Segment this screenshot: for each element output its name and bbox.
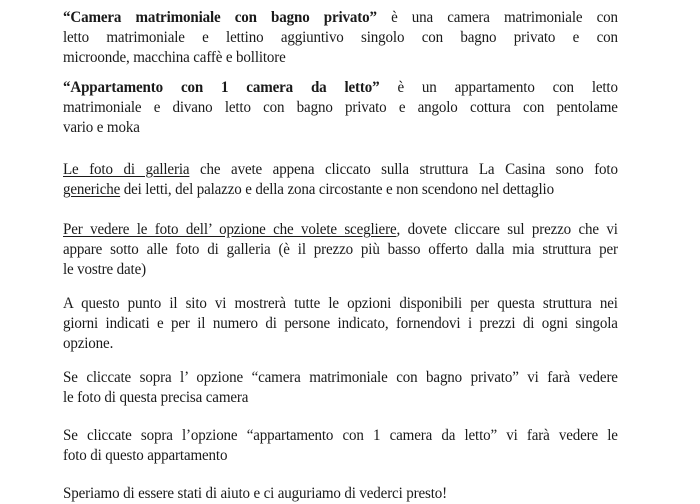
text-segment: letto matrimoniale e lettino aggiuntivo singolo con bagno privato e con bbox=[63, 29, 618, 46]
text-segment: dei letti, del palazzo e della zona circostante e non scendono nel dettaglio bbox=[120, 181, 554, 198]
text-segment: giorni indicati e per il numero di persone indicato, fornendovi i prezzi di ogni singola bbox=[63, 315, 618, 332]
underlined-phrase: Per vedere le foto dell’ opzione che volete scegliere bbox=[63, 221, 397, 238]
paragraph-opzioni-disponibili bbox=[63, 294, 618, 354]
text-line bbox=[63, 118, 618, 138]
paragraph-opzione-appartamento bbox=[63, 426, 618, 466]
text-line bbox=[63, 260, 618, 280]
text-line bbox=[63, 220, 618, 240]
text-segment: foto di questo appartamento bbox=[63, 447, 228, 464]
text-line bbox=[63, 368, 618, 388]
text-line bbox=[63, 294, 618, 314]
text-line bbox=[63, 446, 618, 466]
text-line bbox=[63, 240, 618, 260]
text-line bbox=[63, 426, 618, 446]
text-line bbox=[63, 334, 618, 354]
text-line bbox=[63, 314, 618, 334]
text-line bbox=[63, 388, 618, 408]
text-segment: Se cliccate sopra l’ opzione “camera matrimoniale con bagno privato” vi farà vedere bbox=[63, 369, 618, 386]
paragraph-closing bbox=[63, 484, 618, 504]
text-segment: Se cliccate sopra l’opzione “appartamento con 1 camera da letto” vi farà vedere le bbox=[63, 427, 618, 444]
text-line bbox=[63, 160, 618, 180]
text-segment: che avete appena cliccato sulla struttura La Casina sono foto bbox=[189, 161, 618, 178]
text-line bbox=[63, 78, 618, 98]
text-segment: matrimoniale e divano letto con bagno privato e angolo cottura con pentolame bbox=[63, 99, 618, 116]
closing-text: Speriamo di essere stati di aiuto e ci auguriamo di vederci presto! bbox=[63, 485, 447, 502]
underlined-phrase: generiche bbox=[63, 181, 121, 198]
text-segment: microonde, macchina caffè e bollitore bbox=[63, 49, 286, 66]
text-segment: vario e moka bbox=[63, 119, 140, 136]
text-line bbox=[63, 8, 618, 28]
room-type-title: “Camera matrimoniale con bagno privato” bbox=[63, 9, 377, 26]
underlined-phrase: Le foto di galleria bbox=[63, 161, 190, 178]
paragraph-vedere-foto bbox=[63, 220, 618, 280]
text-segment: le foto di questa precisa camera bbox=[63, 389, 249, 406]
paragraph-camera-matrimoniale bbox=[63, 8, 618, 68]
text-segment: le vostre date) bbox=[63, 261, 146, 278]
text-segment: , dovete cliccare sul prezzo che vi bbox=[396, 221, 618, 238]
paragraph-appartamento bbox=[63, 78, 618, 138]
text-line bbox=[63, 48, 618, 68]
paragraph-opzione-camera bbox=[63, 368, 618, 408]
text-segment: appare sotto alle foto di galleria (è il prezzo più basso offerto dalla mia struttura per bbox=[63, 241, 618, 258]
text-segment: è una camera matrimoniale con bbox=[376, 9, 618, 26]
text-line bbox=[63, 28, 618, 48]
room-type-title: “Appartamento con 1 camera da letto” bbox=[63, 79, 380, 96]
paragraph-foto-galleria bbox=[63, 160, 618, 200]
text-line bbox=[63, 98, 618, 118]
text-line bbox=[63, 180, 618, 200]
text-segment: è un appartamento con letto bbox=[379, 79, 618, 96]
text-segment: opzione. bbox=[63, 335, 114, 352]
text-line bbox=[63, 484, 618, 504]
text-segment: A questo punto il sito vi mostrerà tutte le opzioni disponibili per questa struttura nei bbox=[63, 295, 618, 312]
